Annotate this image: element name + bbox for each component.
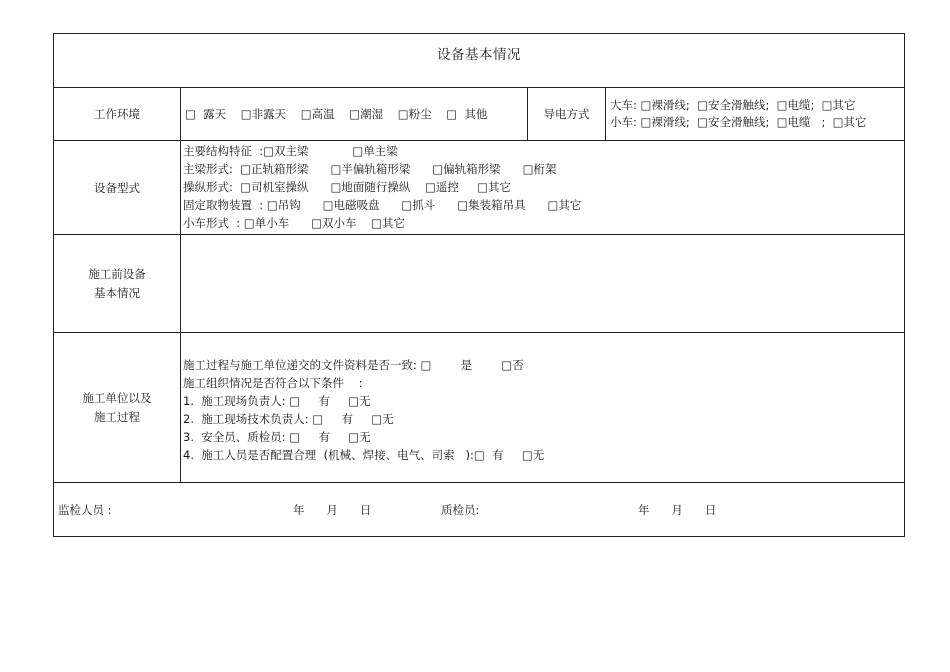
inspector-label: 质检员: — [441, 503, 480, 517]
inspector-date[interactable]: 年 月 日 — [638, 503, 717, 517]
column-divider — [605, 87, 606, 140]
work-env-options — [185, 88, 525, 140]
equipment-type-options — [183, 142, 903, 232]
construction-checklist — [183, 356, 903, 464]
site-manager-line[interactable]: 1. 施工现场负责人: □ 有 □无 — [183, 394, 371, 408]
technical-manager-line[interactable]: 2. 施工现场技术负责人: □ 有 □无 — [183, 412, 394, 426]
work-env-label: 工作环境 — [94, 107, 140, 121]
conditions-heading: 施工组织情况是否符合以下条件 : — [183, 376, 363, 390]
row-divider — [54, 140, 904, 141]
pre-construction-label-line2: 基本情况 — [94, 285, 140, 300]
power-supply-options — [610, 88, 902, 140]
form-title: 设备基本情况 — [437, 47, 521, 63]
pre-construction-field[interactable] — [181, 235, 905, 332]
power-line-trolley[interactable]: 小车: □裸滑线; □安全滑触线; □电缆 ; □其它 — [610, 115, 867, 129]
supervisor-date[interactable]: 年 月 日 — [293, 503, 372, 517]
control-mode-line[interactable]: 操纵形式: □司机室操纵 □地面随行操纵 □遥控 □其它 — [183, 180, 511, 194]
row-divider — [54, 332, 904, 333]
power-supply-label: 导电方式 — [543, 107, 590, 121]
supervisor-label: 监检人员 : — [58, 503, 112, 517]
pre-construction-label-line1: 施工前设备 — [88, 266, 146, 281]
structure-feature-line[interactable]: 主要结构特征 :□双主梁 □单主梁 — [183, 144, 398, 158]
work-env-checkboxes[interactable]: □ 露天 □非露天 □高温 □潮湿 □粉尘 □ 其他 — [185, 107, 488, 121]
equipment-form-table — [53, 33, 905, 537]
construction-label — [54, 333, 180, 482]
trolley-type-line[interactable]: 小车形式 : □单小车 □双小车 □其它 — [183, 216, 405, 230]
document-consistency-line[interactable]: 施工过程与施工单位递交的文件资料是否一致: □ 是 □否 — [183, 358, 524, 372]
construction-label-line2: 施工过程 — [94, 409, 140, 424]
equipment-type-label: 设备型式 — [94, 180, 140, 195]
staffing-line[interactable]: 4. 施工人员是否配置合理 (机械、焊接、电气、司索 ):□ 有 □无 — [183, 448, 545, 462]
lifting-device-line[interactable]: 固定取物装置 : □吊钩 □电磁吸盘 □抓斗 □集装箱吊具 □其它 — [183, 198, 582, 212]
power-line-crane[interactable]: 大车: □裸滑线; □安全滑触线; □电缆; □其它 — [610, 98, 856, 112]
pre-construction-label — [54, 235, 180, 332]
main-beam-line[interactable]: 主梁形式: □正轨箱形梁 □半偏轨箱形梁 □偏轨箱形梁 □桁架 — [183, 162, 557, 176]
safety-inspector-line[interactable]: 3. 安全员、质检员: □ 有 □无 — [183, 430, 371, 444]
construction-label-line1: 施工单位以及 — [82, 390, 152, 405]
